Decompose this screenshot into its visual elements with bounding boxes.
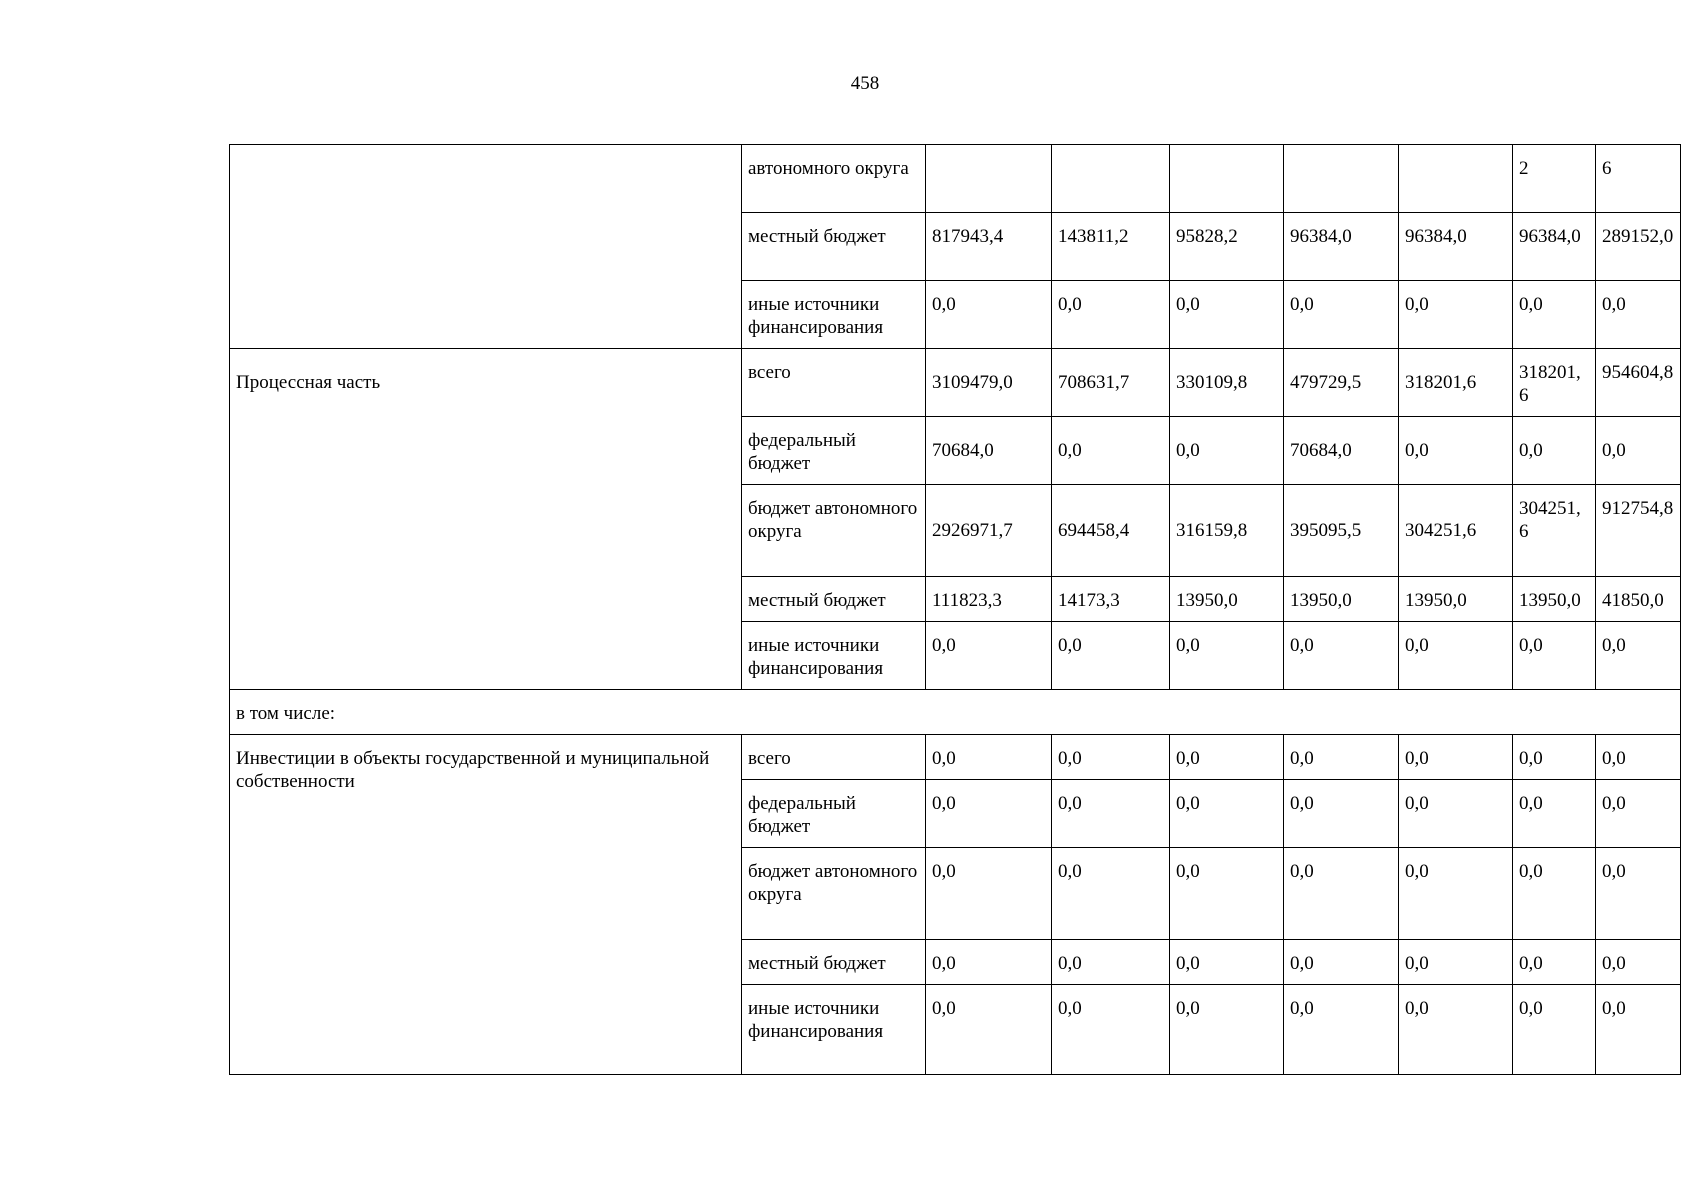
value-cell: 0,0	[1513, 848, 1596, 940]
value-cell	[926, 145, 1052, 213]
value-cell	[1399, 145, 1513, 213]
value-cell: 0,0	[1596, 281, 1681, 349]
value-cell: 0,0	[1170, 848, 1284, 940]
value-cell: 0,0	[1170, 417, 1284, 485]
value-cell: 0,0	[1399, 281, 1513, 349]
value-cell: 96384,0	[1399, 213, 1513, 281]
value-cell: 0,0	[926, 780, 1052, 848]
value-cell: 0,0	[1596, 417, 1681, 485]
source-cell: бюджет автономного округа	[742, 848, 926, 940]
value-cell: 111823,3	[926, 577, 1052, 622]
value-cell: 95828,2	[1170, 213, 1284, 281]
value-cell: 96384,0	[1284, 213, 1399, 281]
value-cell: 3109479,0	[926, 349, 1052, 417]
value-cell: 2	[1513, 145, 1596, 213]
value-cell: 0,0	[1170, 780, 1284, 848]
value-cell: 70684,0	[1284, 417, 1399, 485]
value-cell: 694458,4	[1052, 485, 1170, 577]
value-cell: 0,0	[1399, 780, 1513, 848]
value-cell: 0,0	[1052, 848, 1170, 940]
value-cell: 0,0	[1513, 281, 1596, 349]
value-cell	[1052, 145, 1170, 213]
value-cell: 0,0	[1596, 622, 1681, 690]
value-cell: 13950,0	[1170, 577, 1284, 622]
value-cell: 2926971,7	[926, 485, 1052, 577]
value-cell: 0,0	[1513, 940, 1596, 985]
value-cell: 0,0	[1170, 281, 1284, 349]
value-cell: 0,0	[926, 281, 1052, 349]
value-cell: 0,0	[1596, 848, 1681, 940]
value-cell: 0,0	[926, 985, 1052, 1075]
value-cell: 0,0	[1170, 940, 1284, 985]
value-cell: 954604,8	[1596, 349, 1681, 417]
table-row	[230, 349, 1681, 417]
value-cell: 0,0	[1170, 735, 1284, 780]
value-cell: 13950,0	[1513, 577, 1596, 622]
value-cell: 0,0	[1284, 281, 1399, 349]
source-cell: иные источники финансирования	[742, 985, 926, 1075]
value-cell: 0,0	[1399, 985, 1513, 1075]
value-cell: 0,0	[1513, 985, 1596, 1075]
value-cell: 6	[1596, 145, 1681, 213]
value-cell: 708631,7	[1052, 349, 1170, 417]
value-cell: 0,0	[926, 848, 1052, 940]
value-cell: 289152,0	[1596, 213, 1681, 281]
table-row	[230, 690, 1681, 735]
value-cell: 0,0	[1284, 735, 1399, 780]
value-cell: 0,0	[1052, 985, 1170, 1075]
value-cell: 395095,5	[1284, 485, 1399, 577]
value-cell: 0,0	[1596, 780, 1681, 848]
value-cell: 0,0	[1284, 622, 1399, 690]
table-row	[230, 145, 1681, 213]
source-cell: федеральный бюджет	[742, 780, 926, 848]
value-cell: 0,0	[926, 940, 1052, 985]
source-cell: автономного округа	[742, 145, 926, 213]
value-cell: 0,0	[1596, 735, 1681, 780]
value-cell: 0,0	[1052, 281, 1170, 349]
budget-table	[229, 144, 1681, 1075]
value-cell: 0,0	[1284, 780, 1399, 848]
source-cell: местный бюджет	[742, 213, 926, 281]
value-cell: 0,0	[1399, 417, 1513, 485]
source-cell: бюджет автономного округа	[742, 485, 926, 577]
value-cell: 0,0	[1284, 985, 1399, 1075]
value-cell: 0,0	[1170, 622, 1284, 690]
value-cell: 0,0	[1052, 622, 1170, 690]
value-cell: 479729,5	[1284, 349, 1399, 417]
value-cell: 13950,0	[1284, 577, 1399, 622]
program-name-cell	[230, 145, 742, 349]
value-cell: 0,0	[926, 622, 1052, 690]
value-cell: 0,0	[1170, 985, 1284, 1075]
value-cell	[1170, 145, 1284, 213]
value-cell: 912754,8	[1596, 485, 1681, 577]
value-cell: 0,0	[1596, 940, 1681, 985]
including-label: в том числе:	[230, 690, 1681, 735]
value-cell: 0,0	[926, 735, 1052, 780]
value-cell	[1284, 145, 1399, 213]
source-cell: иные источники финансирования	[742, 622, 926, 690]
value-cell: 0,0	[1399, 622, 1513, 690]
value-cell: 0,0	[1596, 985, 1681, 1075]
value-cell: 0,0	[1399, 940, 1513, 985]
source-cell: всего	[742, 349, 926, 417]
page-number: 458	[850, 73, 880, 94]
source-cell: местный бюджет	[742, 940, 926, 985]
value-cell: 0,0	[1399, 735, 1513, 780]
value-cell: 0,0	[1052, 940, 1170, 985]
value-cell: 304251,6	[1513, 485, 1596, 577]
value-cell: 817943,4	[926, 213, 1052, 281]
value-cell: 330109,8	[1170, 349, 1284, 417]
value-cell: 41850,0	[1596, 577, 1681, 622]
value-cell: 70684,0	[926, 417, 1052, 485]
value-cell: 304251,6	[1399, 485, 1513, 577]
table-row	[230, 735, 1681, 780]
source-cell: всего	[742, 735, 926, 780]
value-cell: 13950,0	[1399, 577, 1513, 622]
value-cell: 0,0	[1284, 940, 1399, 985]
source-cell: федеральный бюджет	[742, 417, 926, 485]
value-cell: 143811,2	[1052, 213, 1170, 281]
value-cell: 0,0	[1052, 735, 1170, 780]
source-cell: иные источники финансирования	[742, 281, 926, 349]
value-cell: 0,0	[1052, 417, 1170, 485]
value-cell: 318201,6	[1399, 349, 1513, 417]
source-cell: местный бюджет	[742, 577, 926, 622]
value-cell: 0,0	[1513, 417, 1596, 485]
value-cell: 0,0	[1513, 780, 1596, 848]
program-name-cell: Процессная часть	[230, 349, 742, 690]
value-cell: 0,0	[1284, 848, 1399, 940]
value-cell: 316159,8	[1170, 485, 1284, 577]
value-cell: 0,0	[1513, 735, 1596, 780]
program-name-cell: Инвестиции в объекты государственной и муниципальной собственности	[230, 735, 742, 1075]
value-cell: 96384,0	[1513, 213, 1596, 281]
value-cell: 0,0	[1052, 780, 1170, 848]
value-cell: 0,0	[1399, 848, 1513, 940]
value-cell: 318201,6	[1513, 349, 1596, 417]
value-cell: 0,0	[1513, 622, 1596, 690]
value-cell: 14173,3	[1052, 577, 1170, 622]
